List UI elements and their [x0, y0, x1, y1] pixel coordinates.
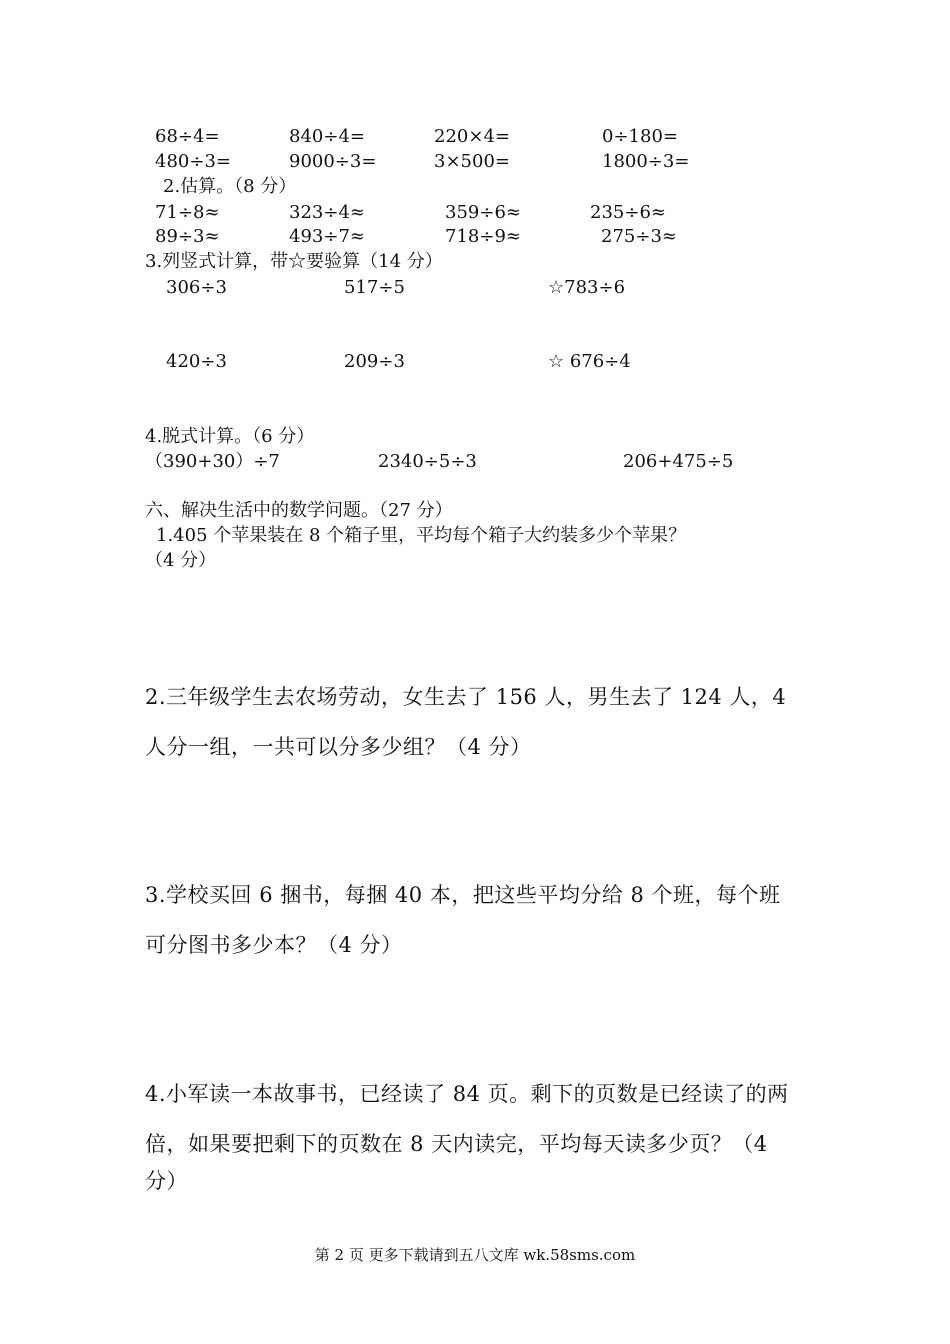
page-footer: 第 2 页 更多下载请到五八文库 wk.58sms.com — [314, 1246, 636, 1264]
estimate-item: 718÷9≈ — [445, 226, 521, 247]
problem-line: 人分一组，一共可以分多少组？（4 分） — [145, 735, 532, 759]
calc-item: 3×500= — [434, 151, 510, 172]
problem-line: 可分图书多少本？（4 分） — [145, 933, 403, 957]
question-title: 3.列竖式计算，带☆要验算（14 分） — [145, 251, 443, 272]
step-calc-item: （390+30）÷7 — [145, 451, 280, 472]
estimate-item: 275÷3≈ — [601, 226, 677, 247]
calc-item: 840÷4= — [289, 126, 365, 147]
estimate-item: 71÷8≈ — [155, 202, 220, 223]
problem-line: 倍，如果要把剩下的页数在 8 天内读完，平均每天读多少页？（4 — [145, 1132, 768, 1156]
problem-line: 2.三年级学生去农场劳动，女生去了 156 人，男生去了 124 人，4 — [145, 685, 787, 709]
calc-item: 9000÷3= — [289, 151, 377, 172]
problem-line: 1.405 个苹果装在 8 个箱子里，平均每个箱子大约装多少个苹果？ — [156, 525, 687, 546]
problem-line: （4 分） — [145, 550, 217, 571]
estimate-item: 235÷6≈ — [590, 202, 666, 223]
calc-item: 0÷180= — [602, 126, 678, 147]
vertical-calc-item: ☆783÷6 — [548, 277, 626, 298]
estimate-item: 89÷3≈ — [155, 226, 220, 247]
question-title: 4.脱式计算。（6 分） — [145, 426, 315, 447]
vertical-calc-item: ☆ 676÷4 — [548, 351, 631, 372]
estimate-item: 493÷7≈ — [289, 226, 365, 247]
problem-line: 3.学校买回 6 捆书，每捆 40 本，把这些平均分给 8 个班，每个班 — [145, 883, 781, 907]
problem-line: 分） — [145, 1169, 188, 1193]
vertical-calc-item: 420÷3 — [166, 351, 227, 372]
vertical-calc-item: 209÷3 — [344, 351, 405, 372]
question-title: 2.估算。（8 分） — [163, 176, 297, 197]
step-calc-item: 206+475÷5 — [623, 451, 734, 472]
estimate-item: 359÷6≈ — [445, 202, 521, 223]
estimate-item: 323÷4≈ — [289, 202, 365, 223]
calc-item: 68÷4= — [155, 126, 220, 147]
calc-item: 1800÷3= — [602, 151, 690, 172]
vertical-calc-item: 306÷3 — [166, 277, 227, 298]
vertical-calc-item: 517÷5 — [344, 277, 405, 298]
section-title: 六、解决生活中的数学问题。（27 分） — [145, 500, 453, 521]
problem-line: 4.小军读一本故事书，已经读了 84 页。剩下的页数是已经读了的两 — [145, 1082, 789, 1106]
calc-item: 480÷3= — [155, 151, 231, 172]
step-calc-item: 2340÷5÷3 — [378, 451, 477, 472]
calc-item: 220×4= — [434, 126, 510, 147]
